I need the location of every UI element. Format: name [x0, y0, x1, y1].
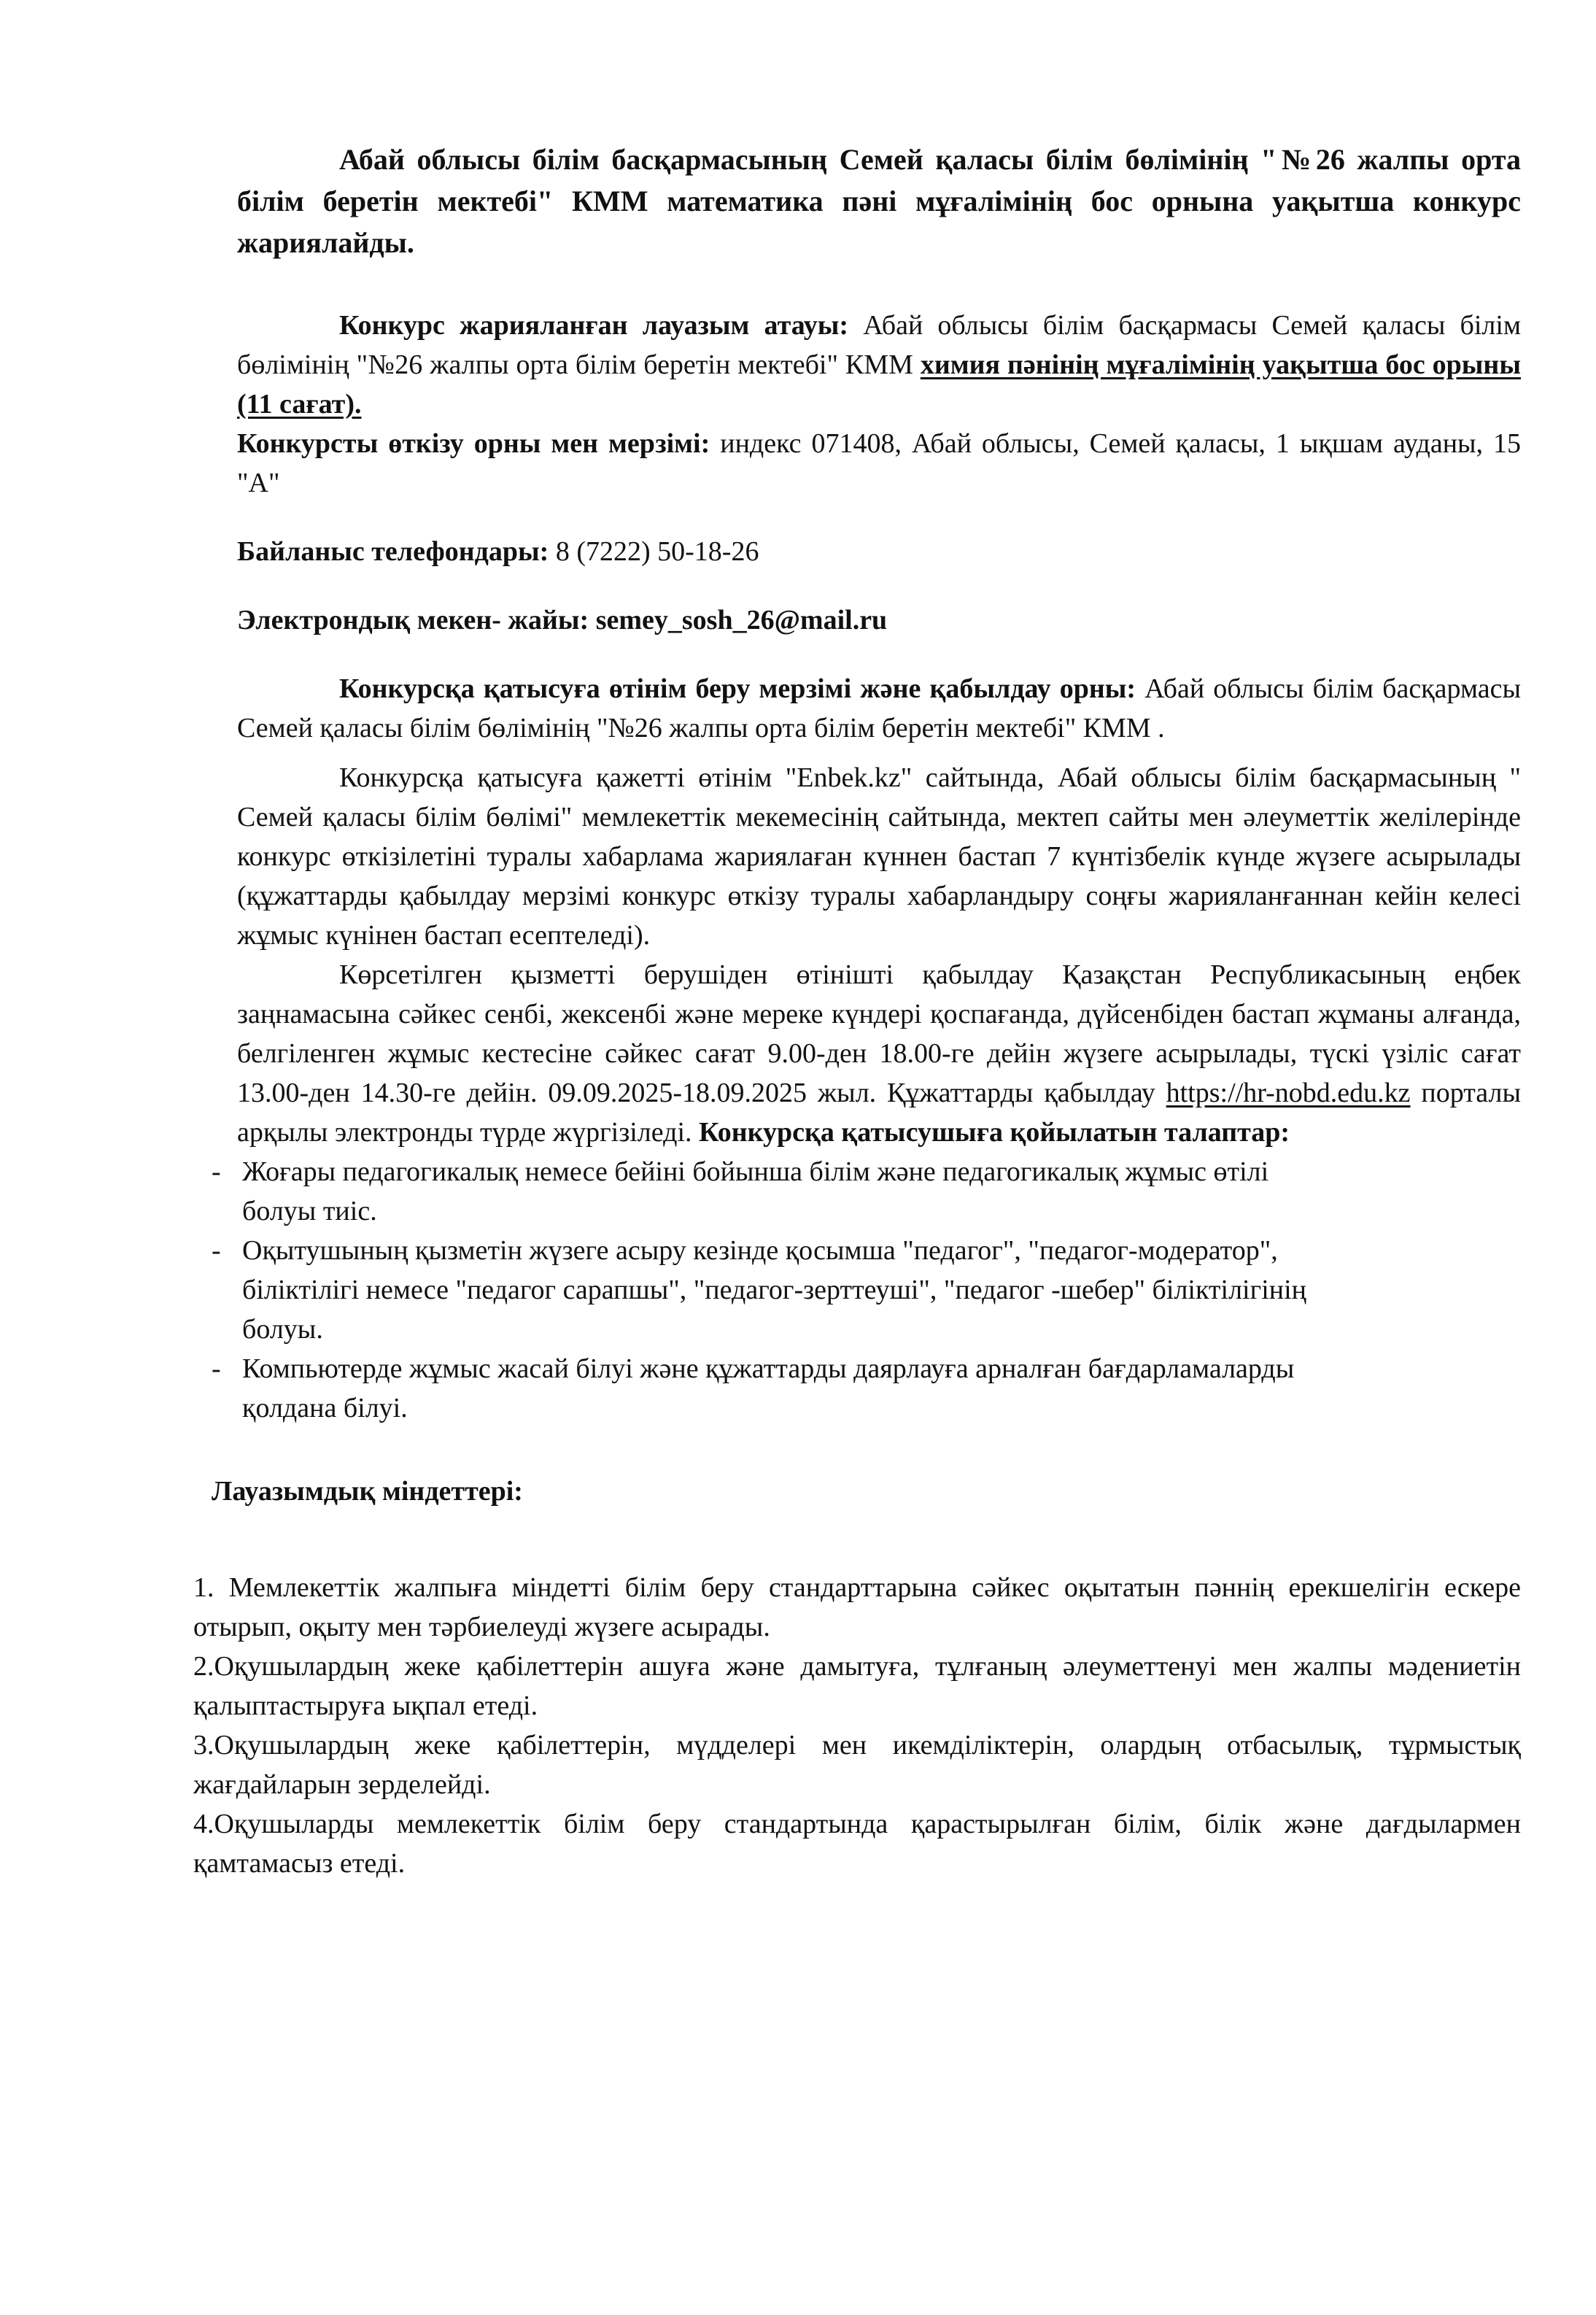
- duty-item: 4.Оқушыларды мемлекеттік білім беру стандартында қарастырылған білім, білік және дағдылармен қамтамасыз етеді.: [193, 1809, 1521, 1879]
- duty-item: 2.Оқушылардың жеке қабілеттерін ашуға және дамытуға, тұлғаның әлеуметтенуі мен жалпы мәдениетін қалыптастыруға ықпал етеді.: [193, 1651, 1521, 1721]
- requirement-item: - Компьютерде жұмыс жасай білуі және құжаттарды даярлауға арналған бағдарламаларды қолдана білуі.: [212, 1349, 1322, 1428]
- enbek-paragraph: Конкурсқа қатысуға қажетті өтінім "Enbek.kz" сайтында, Абай облысы білім басқармасының " Семей қаласы білім бөлімі" мемлекеттік мекемесінің сайтында, мектеп сайты мен әлеуметтік желілерінде конкурс өткізілетіні туралы хабарлама жариялаған күннен бастап 7 күнтізбелік күнде жүзеге асырылады (құжаттарды қабылдау мерзімі конкурс өткізу туралы хабарландыру соңғы жарияланғаннан кейін келесі жұмыс күнінен бастап есептеледі).: [237, 762, 1521, 951]
- requirement-item: - Жоғары педагогикалық немесе бейіні бойынша білім және педагогикалық жұмыс өтілі болуы тиіс.: [212, 1152, 1322, 1231]
- position-label: Конкурс жарияланған лауазым атауы:: [339, 310, 849, 341]
- venue-text: индекс 071408, Абай облысы, Семей қаласы, 1 ықшам ауданы, 15 "А": [237, 428, 1522, 498]
- requirement-item: - Оқытушының қызметін жүзеге асыру кезінде қосымша "педагог", "педагог-модератор", біліктілігі немесе "педагог сарапшы", "педагог-зерттеуші", "педагог -шебер" біліктілігінің болуы.: [212, 1231, 1322, 1349]
- schedule-text-after: порталы арқылы электронды түрде жүргізіледі.: [237, 1078, 1522, 1148]
- schedule-text: Көрсетілген қызметті берушіден өтінішті қабылдау Қазақстан Республикасының еңбек заңнамасына сәйкес сенбі, жексенбі және мереке күндері қоспағанда, дүйсенбіден бастап жұманы алғанда, белгіленген жұмыс кестесіне сәйкес сағат 9.00-ден 18.00-ге дейін жүзеге асырылады, түскі үзіліс сағат 13.00-ден 14.30-ге дейін. 09.09.2025-18.09.2025 жыл. Құжаттарды қабылдау: [237, 959, 1521, 1108]
- application-label: Конкурсқа қатысуға өтінім беру мерзімі және қабылдау орны:: [339, 673, 1136, 704]
- phone-paragraph: [237, 532, 1521, 571]
- position-paragraph: [237, 306, 1521, 424]
- email-label: Электрондық мекен- жайы:: [237, 605, 589, 635]
- hr-nobd-link[interactable]: https://hr-nobd.edu.kz: [1166, 1078, 1411, 1108]
- duties-list: [193, 1568, 1521, 1883]
- requirements-heading: Конкурсқа қатысушыға қойылатын талаптар:: [699, 1117, 1290, 1148]
- position-underlined: химия пәнінің мұғалімінің уақытша бос орыны (11 сағат).: [237, 349, 1521, 420]
- announcement-title: Абай облысы білім басқармасының Семей қаласы білім бөлімінің "№26 жалпы орта білім беретін мектебі" КММ математика пәні мұғалімінің бос орнына уақытша конкурс жариялайды.: [237, 143, 1521, 259]
- phone-label: Байланыс телефондары:: [237, 536, 549, 567]
- venue-label: Конкурсты өткізу орны мен мерзімі:: [237, 428, 710, 459]
- venue-paragraph: [237, 424, 1521, 503]
- phone-value: 8 (7222) 50-18-26: [555, 536, 759, 567]
- duty-item: 3.Оқушылардың жеке қабілеттерін, мүдделері мен икемділіктерін, олардың отбасылық, тұрмыстық жағдайларын зерделейді.: [193, 1730, 1521, 1800]
- schedule-paragraph: [237, 955, 1521, 1152]
- position-text: Абай облысы білім басқармасы Семей қаласы білім бөлімінің "№26 жалпы орта білім беретін мектебі" КММ: [237, 310, 1521, 380]
- requirements-list: [237, 1152, 1521, 1428]
- application-paragraph: [237, 669, 1521, 748]
- duties-heading: Лауазымдық міндеттері:: [212, 1476, 523, 1507]
- document-page: [193, 139, 1522, 1883]
- duty-item: 1. Мемлекеттік жалпыға міндетті білім беру стандарттарына сәйкес оқытатын пәннің ерекшелігін ескере отырып, оқыту мен тәрбиелеуді жүзеге асырады.: [193, 1572, 1521, 1642]
- application-text: Абай облысы білім басқармасы Семей қаласы білім бөлімінің "№26 жалпы орта білім беретін мектебі" КММ .: [237, 673, 1521, 743]
- email-value: semey_sosh_26@mail.ru: [595, 605, 888, 635]
- email-paragraph: [237, 600, 1521, 640]
